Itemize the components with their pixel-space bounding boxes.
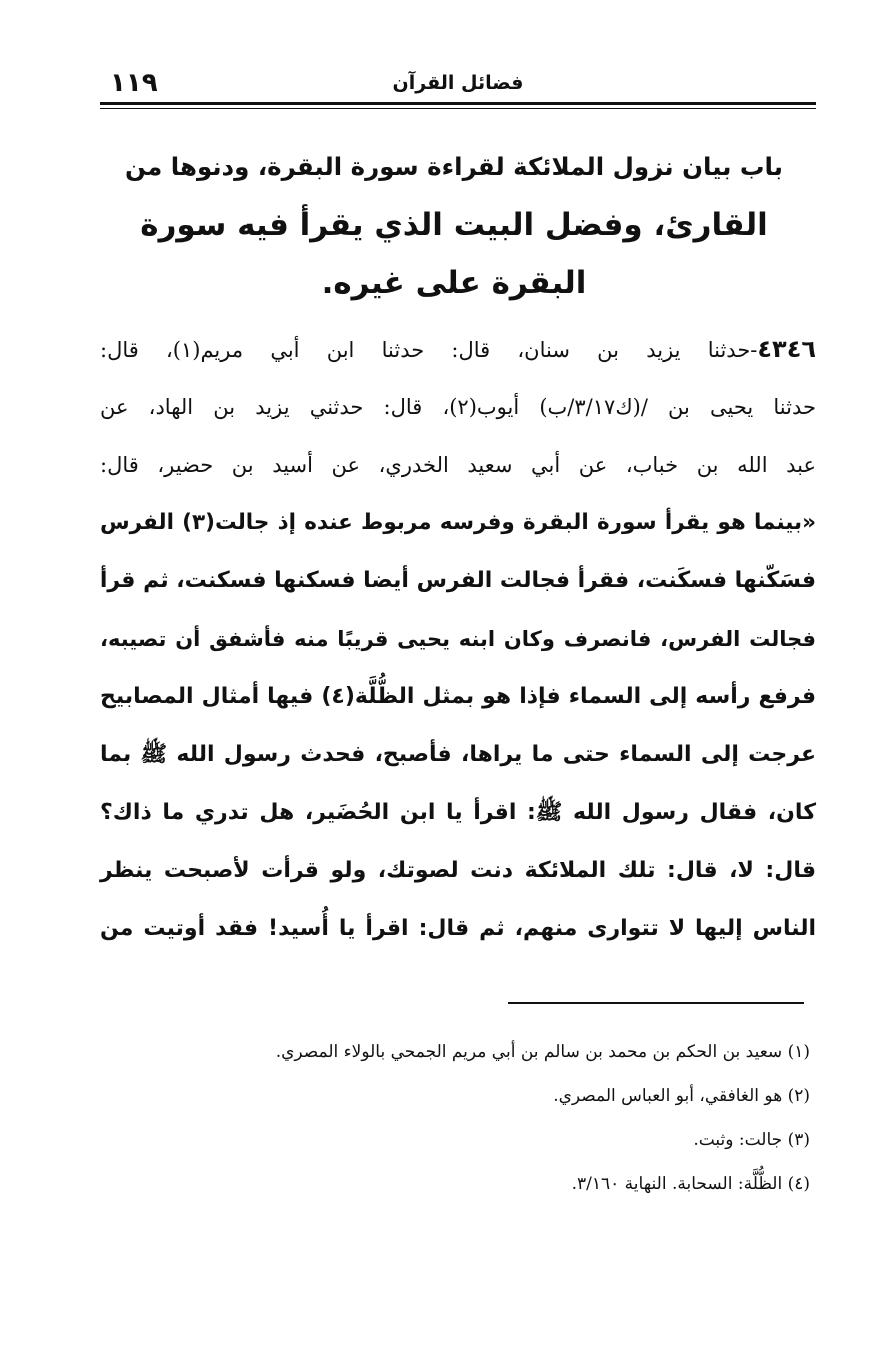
matn-line: «بينما هو يقرأ سورة البقرة وفرسه مربوط عنده إذ جالت(٣) الفرس: [100, 510, 816, 535]
matn-line: قال: لا، قال: تلك الملائكة دنت لصوتك، ولو قرأت لأصبحت ينظر: [100, 858, 816, 883]
running-header: [100, 66, 816, 100]
isnad-line: عبد الله بن خباب، عن أبي سعيد الخدري، عن أسيد بن حضير، قال:: [100, 453, 816, 477]
footnote: (٤) الظُّلَّة: السحابة. النهاية ٣/١٦٠.: [571, 1174, 810, 1194]
chapter-heading-line: القارئ، وفضل البيت الذي يقرأ فيه سورة: [140, 207, 768, 243]
hadith-text: [100, 320, 816, 958]
isnad-text: -حدثنا يزيد بن سنان، قال: حدثنا ابن أبي مريم(١)، قال:: [100, 338, 758, 362]
hadith-first-line: [100, 320, 816, 378]
header-rule-thin: [100, 108, 816, 109]
footnote: (٢) هو الغافقي، أبو العباس المصري.: [553, 1086, 810, 1106]
hadith-number: ٤٣٤٦: [757, 335, 816, 363]
chapter-heading-line: البقرة على غيره.: [321, 265, 587, 301]
footnote: (١) سعيد بن الحكم بن محمد بن سالم بن أبي مريم الجمحي بالولاء المصري.: [275, 1042, 810, 1062]
page-number: ١١٩: [110, 68, 158, 98]
footnote-separator: [508, 1002, 804, 1004]
matn-line: كان، فقال رسول الله ﷺ: اقرأ يا ابن الحُضَير، هل تدري ما ذاك؟: [100, 800, 816, 825]
chapter-heading-line: باب بيان نزول الملائكة لقراءة سورة البقرة، ودنوها من: [125, 152, 783, 181]
footnotes: [150, 1030, 810, 1206]
matn-line: فرفع رأسه إلى السماء فإذا هو بمثل الظُّلَّة(٤) فيها أمثال المصابيح: [100, 684, 817, 709]
footnote: (٣) جالت: وثبت.: [693, 1130, 810, 1150]
running-title: فضائل القرآن: [392, 72, 524, 94]
matn-line: الناس إليها لا تتوارى منهم، ثم قال: اقرأ يا أُسيد! فقد أوتيت من: [100, 916, 816, 941]
matn-line: فسَكّنها فسكَنت، فقرأ فجالت الفرس أيضا فسكنها فسكنت، ثم قرأ: [99, 568, 816, 593]
matn-line: فجالت الفرس، فانصرف وكان ابنه يحيى قريبًا منه فأشفق أن تصيبه،: [100, 627, 816, 651]
chapter-heading: [120, 138, 788, 312]
matn-line: عرجت إلى السماء حتى ما يراها، فأصبح، فحدث رسول الله ﷺ بما: [100, 742, 816, 767]
header-rule-thick: [100, 102, 816, 105]
isnad-line: حدثنا يحيى بن /(ك٣/١٧/ب) أيوب(٢)، قال: حدثني يزيد بن الهاد، عن: [100, 395, 816, 419]
